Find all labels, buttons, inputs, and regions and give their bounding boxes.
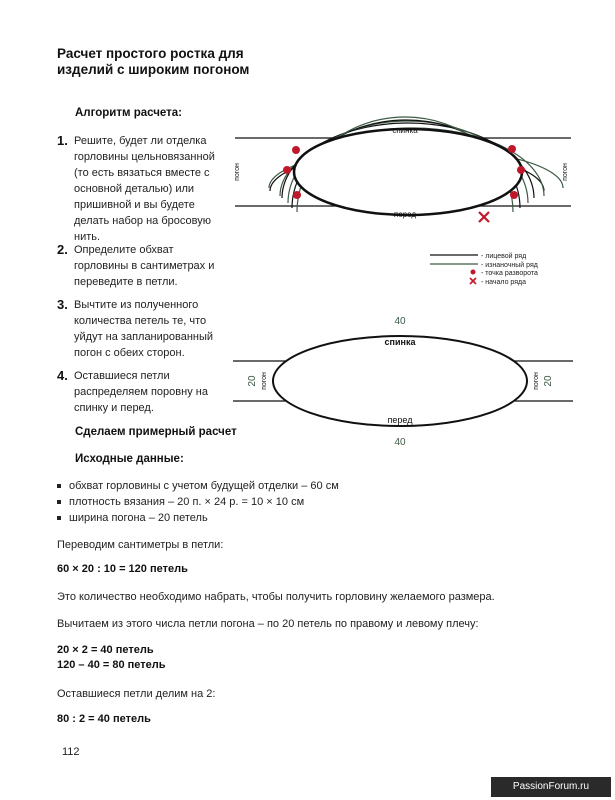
label-back: спинка [384, 337, 416, 347]
label-pogon-left: погон [234, 163, 241, 181]
label-front: перед [387, 415, 413, 425]
watermark: PassionForum.ru [491, 777, 611, 797]
page-title: Расчет простого ростка для изделий с широким погоном [57, 46, 250, 77]
bullet-item: плотность вязания – 20 п. × 24 р. = 10 × 10 см [57, 494, 304, 510]
turn-point-marker [292, 146, 300, 154]
bullet-icon [57, 516, 61, 520]
label-front: перед [393, 210, 417, 219]
stitch-count-diagram [225, 310, 585, 450]
legend-purl-label: - изнаночный ряд [481, 262, 538, 269]
turn-point-marker [508, 145, 516, 153]
legend [430, 252, 538, 286]
paragraph: Это количество необходимо набрать, чтобы получить горловину желаемого размера. [57, 591, 495, 603]
legend-turn-point-icon [471, 270, 476, 275]
calculation: 120 – 40 = 80 петель [57, 659, 166, 671]
step-number: 4. [57, 368, 68, 383]
step-text: Оставшиеся петли распределяем поровну на спинку и перед. [74, 370, 208, 414]
legend-knit-label: - лицевой ряд [481, 253, 527, 260]
right-pogon-count: 20 [543, 375, 554, 387]
left-pogon-count: 20 [247, 375, 258, 387]
paragraph: Переводим сантиметры в петли: [57, 539, 224, 551]
paragraph: Вычитаем из этого числа петли погона – по 20 петель по правому и левому плечу: [57, 618, 479, 630]
label-pogon-right: погон [562, 163, 569, 181]
label-pogon-left: погон [261, 372, 268, 390]
example-heading: Сделаем примерный расчет [75, 426, 237, 438]
row-start-cross-icon [479, 212, 489, 222]
label-back: спинка [392, 126, 418, 135]
page-number: 112 [62, 746, 80, 758]
step-number: 2. [57, 242, 68, 257]
calculation: 20 × 2 = 40 петель [57, 644, 154, 656]
bullet-icon [57, 484, 61, 488]
step-number: 1. [57, 133, 68, 148]
turn-point-marker [510, 191, 518, 199]
front-stitch-count: 40 [394, 437, 406, 448]
short-rows-diagram [225, 40, 585, 300]
step-text: Решите, будет ли отделка горловины цельновязанной (то есть вязаться вместе с основной деталью) или пришивной и вы будете делать набор на бросовую нить. [74, 135, 215, 243]
turn-point-marker [283, 166, 291, 174]
back-stitch-count: 40 [394, 316, 406, 327]
neckline-ellipse [294, 129, 522, 215]
calculation: 80 : 2 = 40 петель [57, 713, 151, 725]
step-1 [57, 133, 227, 243]
label-pogon-right: погон [533, 372, 540, 390]
paragraph: Оставшиеся петли делим на 2: [57, 688, 216, 700]
bullet-item: обхват горловины с учетом будущей отделки – 60 см [57, 478, 339, 494]
step-number: 3. [57, 297, 68, 312]
step-text: Определите обхват горловины в сантиметрах и переведите в петли. [74, 244, 215, 288]
legend-turn-label: - точка разворота [481, 270, 538, 277]
legend-start-label: - начало ряда [481, 279, 527, 286]
calculation: 60 × 20 : 10 = 120 петель [57, 563, 188, 575]
step-3 [57, 297, 227, 359]
algorithm-heading: Алгоритм расчета: [75, 107, 182, 119]
turn-point-marker [293, 191, 301, 199]
neckline-ellipse [273, 336, 527, 426]
step-text: Вычтите из полученного количества петель те, что уйдут на запланированный погон с обеих сторон. [74, 299, 214, 359]
bullet-item: ширина погона – 20 петель [57, 510, 208, 526]
step-2 [57, 242, 227, 292]
source-heading: Исходные данные: [75, 453, 184, 465]
legend-start-cross-icon [470, 278, 476, 284]
step-4 [57, 368, 227, 414]
turn-point-marker [517, 166, 525, 174]
bullet-icon [57, 500, 61, 504]
